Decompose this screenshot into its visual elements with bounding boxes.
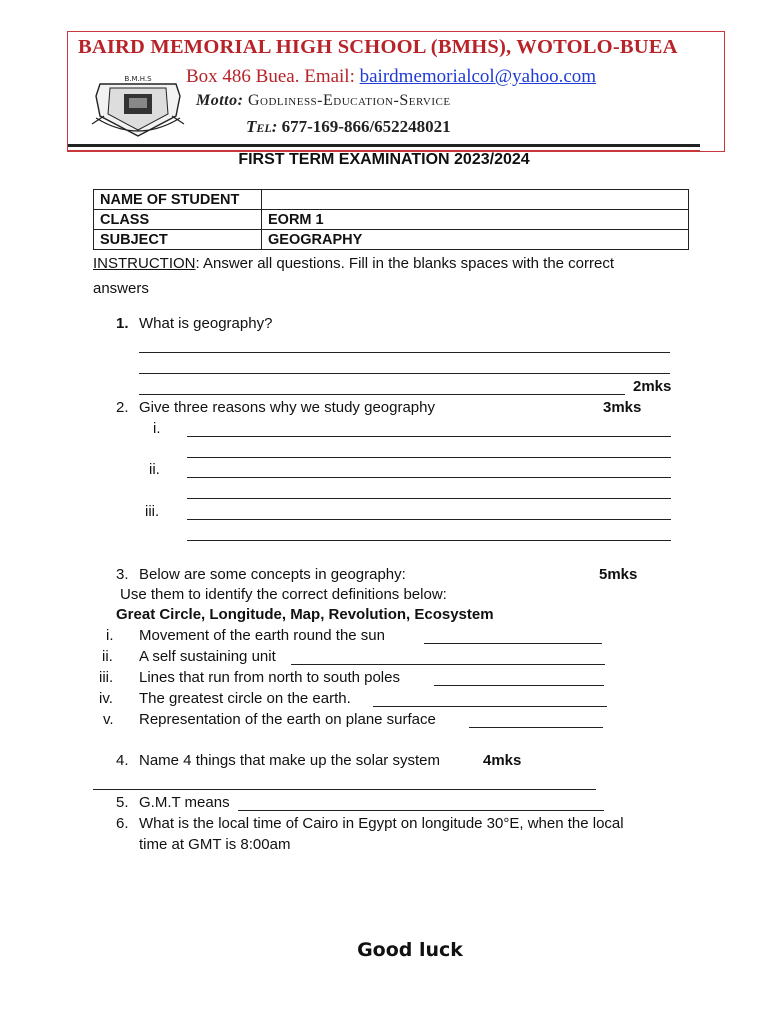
- question-number: 1.: [116, 315, 129, 332]
- question-5-text: G.M.T means: [139, 794, 230, 811]
- answer-line[interactable]: [187, 436, 671, 437]
- svg-text:B.M.H.S: B.M.H.S: [124, 75, 152, 83]
- item-number: iv.: [99, 690, 113, 707]
- answer-line[interactable]: [373, 706, 607, 707]
- answer-line[interactable]: [93, 789, 596, 790]
- item-number: ii.: [149, 461, 160, 478]
- tel-label: Tel:: [246, 117, 278, 136]
- question-4-text: Name 4 things that make up the solar system: [139, 752, 440, 769]
- student-name-field[interactable]: [262, 190, 689, 210]
- instruction: [93, 255, 614, 272]
- instruction-label: INSTRUCTION: [93, 255, 196, 272]
- exam-title: FIRST TERM EXAMINATION 2023/2024: [238, 151, 530, 168]
- table-row: [94, 190, 689, 210]
- footer-good-luck: Good luck: [357, 939, 463, 961]
- header-rule: [68, 144, 700, 147]
- answer-line[interactable]: [434, 685, 604, 686]
- question-number: 2.: [116, 399, 129, 416]
- question-1-text: What is geography?: [139, 315, 273, 332]
- answer-line[interactable]: [187, 540, 671, 541]
- motto-line: [196, 92, 451, 110]
- question-number: 6.: [116, 815, 129, 832]
- item-number: v.: [103, 711, 114, 728]
- answer-line[interactable]: [139, 394, 625, 395]
- definition-text: Representation of the earth on plane surface: [139, 711, 436, 728]
- answer-line[interactable]: [187, 498, 671, 499]
- question-number: 5.: [116, 794, 129, 811]
- item-number: iii.: [145, 503, 160, 520]
- table-row: [94, 230, 689, 250]
- instruction-text: : Answer all questions. Fill in the blanks spaces with the correct: [195, 255, 615, 272]
- student-info-table: [93, 189, 689, 250]
- answer-line[interactable]: [238, 810, 604, 811]
- marks-label: 4mks: [483, 752, 522, 769]
- question-6-text-2: time at GMT is 8:00am: [139, 836, 291, 853]
- motto-label: Motto:: [196, 92, 244, 109]
- question-3-text: Below are some concepts in geography:: [139, 566, 406, 583]
- item-number: ii.: [102, 648, 113, 665]
- school-crest-icon: [90, 66, 186, 138]
- item-number: i.: [106, 627, 114, 644]
- instruction-text-2: answers: [93, 280, 149, 297]
- marks-label: 5mks: [599, 566, 638, 583]
- table-row: [94, 210, 689, 230]
- table-value: GEOGRAPHY: [262, 230, 689, 250]
- contact-line: [186, 66, 596, 88]
- table-label: SUBJECT: [94, 230, 262, 250]
- motto-text: Godliness-Education-Service: [247, 92, 451, 109]
- box-address: Box 486 Buea. Email:: [186, 66, 360, 87]
- definition-text: The greatest circle on the earth.: [139, 690, 351, 707]
- email-link[interactable]: bairdmemorialcol@yahoo.com: [359, 66, 597, 87]
- item-number: iii.: [99, 669, 114, 686]
- tel-number: 677-169-866/652248021: [281, 117, 451, 136]
- question-3-subtext: Use them to identify the correct definitions below:: [120, 586, 447, 603]
- answer-line[interactable]: [187, 457, 671, 458]
- answer-line[interactable]: [187, 477, 671, 478]
- table-label: NAME OF STUDENT: [94, 190, 262, 210]
- marks-label: 3mks: [603, 399, 642, 416]
- answer-line[interactable]: [187, 519, 671, 520]
- item-number: i.: [153, 420, 161, 437]
- question-number: 3.: [116, 566, 129, 583]
- answer-line[interactable]: [139, 352, 670, 353]
- question-6-text: What is the local time of Cairo in Egypt on longitude 30°E, when the local: [139, 815, 624, 832]
- table-label: CLASS: [94, 210, 262, 230]
- question-number: 4.: [116, 752, 129, 769]
- answer-line[interactable]: [424, 643, 602, 644]
- question-2-text: Give three reasons why we study geography: [139, 399, 435, 416]
- definition-text: Movement of the earth round the sun: [139, 627, 385, 644]
- tel-line: [246, 117, 451, 137]
- answer-line[interactable]: [139, 373, 670, 374]
- school-header: [67, 31, 725, 152]
- concepts-list: Great Circle, Longitude, Map, Revolution, Ecosystem: [116, 606, 494, 623]
- school-name: BAIRD MEMORIAL HIGH SCHOOL (BMHS), WOTOLO-BUEA: [78, 36, 678, 58]
- definition-text: Lines that run from north to south poles: [139, 669, 400, 686]
- marks-label: 2mks: [633, 378, 672, 395]
- answer-line[interactable]: [469, 727, 603, 728]
- definition-text: A self sustaining unit: [139, 648, 276, 665]
- answer-line[interactable]: [291, 664, 605, 665]
- table-value: EORM 1: [262, 210, 689, 230]
